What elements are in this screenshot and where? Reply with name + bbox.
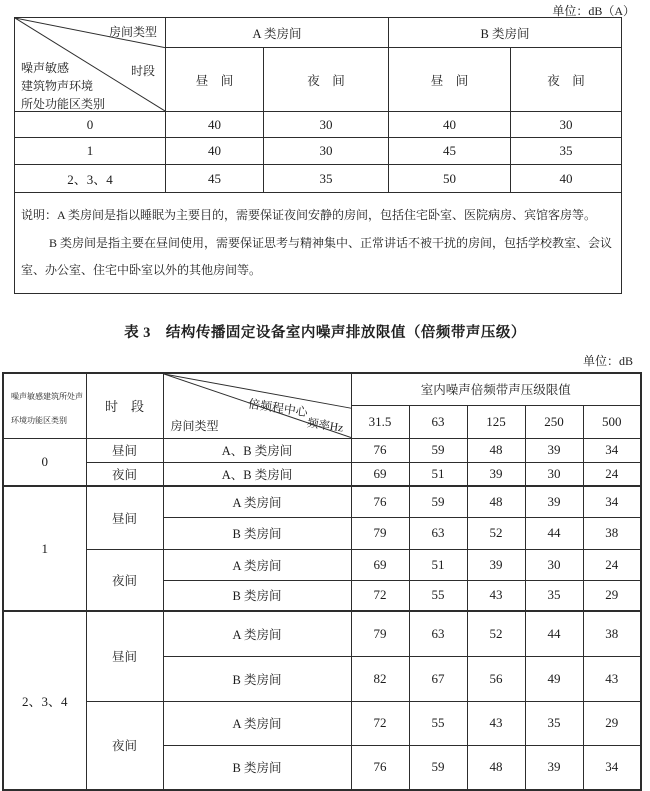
t2-period-header: 时 段 [86, 373, 163, 438]
note-line: 说明：A 类房间是指以睡眠为主要目的，需要保证夜间安静的房间，包括住宅卧室、医院病房、宾馆客房等。 [21, 208, 597, 222]
t2-value-cell: 72 [351, 580, 409, 611]
table2-unit-label: 单位：dB [582, 354, 633, 368]
t2-value-cell: 38 [583, 611, 641, 656]
t1-zone-cell: 2、3、4 [15, 165, 166, 193]
t2-freq-header: 63 [409, 405, 467, 438]
t2-corner-band-center-label: 倍频程中心 [246, 396, 309, 420]
t2-value-cell: 29 [583, 580, 641, 611]
t2-band-limit-header: 室内噪声倍频带声压级限值 [351, 373, 641, 405]
t2-value-cell: 48 [467, 438, 525, 462]
t1-value-cell: 35 [264, 165, 389, 193]
t2-period-cell: 昼间 [86, 438, 163, 462]
table-row [3, 486, 641, 517]
t2-period-cell: 夜间 [86, 549, 163, 611]
t2-value-cell: 35 [525, 580, 583, 611]
t2-period-cell: 昼间 [86, 611, 163, 701]
t2-value-cell: 82 [351, 656, 409, 701]
t2-value-cell: 59 [409, 438, 467, 462]
t1-category-line: 所处功能区类别 [21, 97, 106, 111]
t2-value-cell: 59 [409, 745, 467, 790]
t2-value-cell: 43 [583, 656, 641, 701]
t2-period-cell: 夜间 [86, 701, 163, 790]
t2-corner-cell [163, 373, 351, 438]
t2-value-cell: 38 [583, 517, 641, 549]
t1-value-cell: 40 [166, 112, 264, 138]
t2-value-cell: 51 [409, 549, 467, 580]
table3-title: 表 3 结构传播固定设备室内噪声排放限值（倍频带声压级） [124, 325, 526, 341]
t1-value-cell: 30 [264, 112, 389, 138]
t2-room-cell: B 类房间 [163, 745, 351, 790]
t2-room-cell: A、B 类房间 [163, 462, 351, 486]
t2-room-cell: B 类房间 [163, 517, 351, 549]
t2-value-cell: 44 [525, 611, 583, 656]
t2-corner-frequency-label: 频率Hz [306, 417, 345, 435]
table-row [15, 138, 622, 165]
t2-freq-header: 250 [525, 405, 583, 438]
t1-period-header: 昼 间 [389, 48, 511, 112]
t2-value-cell: 69 [351, 462, 409, 486]
t2-value-cell: 44 [525, 517, 583, 549]
t1-value-cell: 40 [389, 112, 511, 138]
t1-category-line: 噪声敏感 [21, 61, 70, 75]
t2-room-cell: A、B 类房间 [163, 438, 351, 462]
t2-value-cell: 55 [409, 701, 467, 745]
t2-value-cell: 51 [409, 462, 467, 486]
t1-group-header-a: A 类房间 [166, 18, 389, 48]
t2-value-cell: 59 [409, 486, 467, 517]
t2-value-cell: 49 [525, 656, 583, 701]
t2-room-cell: A 类房间 [163, 486, 351, 517]
t2-value-cell: 63 [409, 611, 467, 656]
t2-zone-category-header [3, 373, 86, 438]
t1-period-header: 夜 间 [264, 48, 389, 112]
table-row [3, 462, 641, 486]
t1-zone-cell: 0 [15, 112, 166, 138]
t2-value-cell: 56 [467, 656, 525, 701]
t2-period-cell: 昼间 [86, 486, 163, 549]
t2-value-cell: 39 [467, 462, 525, 486]
t2-freq-header: 500 [583, 405, 641, 438]
table-row [3, 611, 641, 656]
t2-zone-header-line: 噪声敏感建筑所处声 [11, 391, 83, 401]
t1-corner-period-label: 时段 [130, 64, 155, 78]
t2-value-cell: 52 [467, 517, 525, 549]
t2-value-cell: 76 [351, 438, 409, 462]
t1-value-cell: 30 [264, 138, 389, 165]
t1-zone-cell: 1 [15, 138, 166, 165]
t2-zone-header-line: 环境功能区类别 [11, 415, 67, 425]
table1-noise-limits-dba [14, 17, 622, 294]
t2-room-cell: B 类房间 [163, 656, 351, 701]
t2-value-cell: 34 [583, 438, 641, 462]
table-row [15, 112, 622, 138]
t1-category-line: 建筑物声环境 [21, 79, 94, 93]
t2-room-cell: A 类房间 [163, 549, 351, 580]
t2-value-cell: 48 [467, 486, 525, 517]
t2-value-cell: 39 [525, 745, 583, 790]
t2-freq-header: 31.5 [351, 405, 409, 438]
t1-group-header-b: B 类房间 [389, 18, 622, 48]
t2-value-cell: 48 [467, 745, 525, 790]
t2-freq-header: 125 [467, 405, 525, 438]
t2-value-cell: 29 [583, 701, 641, 745]
t2-room-cell: A 类房间 [163, 611, 351, 656]
t2-value-cell: 69 [351, 549, 409, 580]
t2-value-cell: 76 [351, 745, 409, 790]
t2-value-cell: 43 [467, 580, 525, 611]
t2-value-cell: 79 [351, 517, 409, 549]
table-row [3, 438, 641, 462]
t2-value-cell: 39 [525, 438, 583, 462]
t2-value-cell: 39 [467, 549, 525, 580]
t1-note-cell [15, 193, 622, 294]
t2-value-cell: 39 [525, 486, 583, 517]
t2-value-cell: 24 [583, 549, 641, 580]
t2-value-cell: 52 [467, 611, 525, 656]
table2-octave-band-limits [2, 372, 642, 791]
t2-zone-cell: 1 [3, 486, 86, 611]
t2-room-cell: B 类房间 [163, 580, 351, 611]
t2-value-cell: 79 [351, 611, 409, 656]
t1-corner-category-label [21, 59, 105, 112]
t2-value-cell: 55 [409, 580, 467, 611]
t2-value-cell: 76 [351, 486, 409, 517]
t1-value-cell: 40 [166, 138, 264, 165]
t2-value-cell: 35 [525, 701, 583, 745]
t1-corner-cell [15, 18, 166, 112]
t2-value-cell: 67 [409, 656, 467, 701]
t1-corner-room-type-label: 房间类型 [108, 25, 157, 39]
t2-value-cell: 72 [351, 701, 409, 745]
t2-value-cell: 34 [583, 486, 641, 517]
t2-value-cell: 24 [583, 462, 641, 486]
t2-zone-cell: 2、3、4 [3, 611, 86, 790]
t2-value-cell: 43 [467, 701, 525, 745]
t1-value-cell: 45 [166, 165, 264, 193]
t2-room-cell: A 类房间 [163, 701, 351, 745]
t1-value-cell: 40 [511, 165, 622, 193]
t2-value-cell: 63 [409, 517, 467, 549]
t2-value-cell: 34 [583, 745, 641, 790]
table-row [3, 549, 641, 580]
note-line: 室、办公室、住宅中卧室以外的其他房间等。 [21, 263, 262, 277]
note-line: B 类房间是指主要在昼间使用，需要保证思考与精神集中、正常讲话不被干扰的房间，包括学校教室、会议 [49, 235, 613, 250]
t1-value-cell: 30 [511, 112, 622, 138]
table1-unit-label: 单位：dB（A） [552, 4, 635, 18]
t2-corner-room-type-label: 房间类型 [170, 419, 219, 433]
t2-value-cell: 30 [525, 549, 583, 580]
table-row [15, 165, 622, 193]
table-row [3, 701, 641, 745]
t2-zone-cell: 0 [3, 438, 86, 486]
t1-period-header: 昼 间 [166, 48, 264, 112]
t2-value-cell: 30 [525, 462, 583, 486]
t1-value-cell: 50 [389, 165, 511, 193]
t1-value-cell: 45 [389, 138, 511, 165]
t1-period-header: 夜 间 [511, 48, 622, 112]
t2-period-cell: 夜间 [86, 462, 163, 486]
t1-value-cell: 35 [511, 138, 622, 165]
